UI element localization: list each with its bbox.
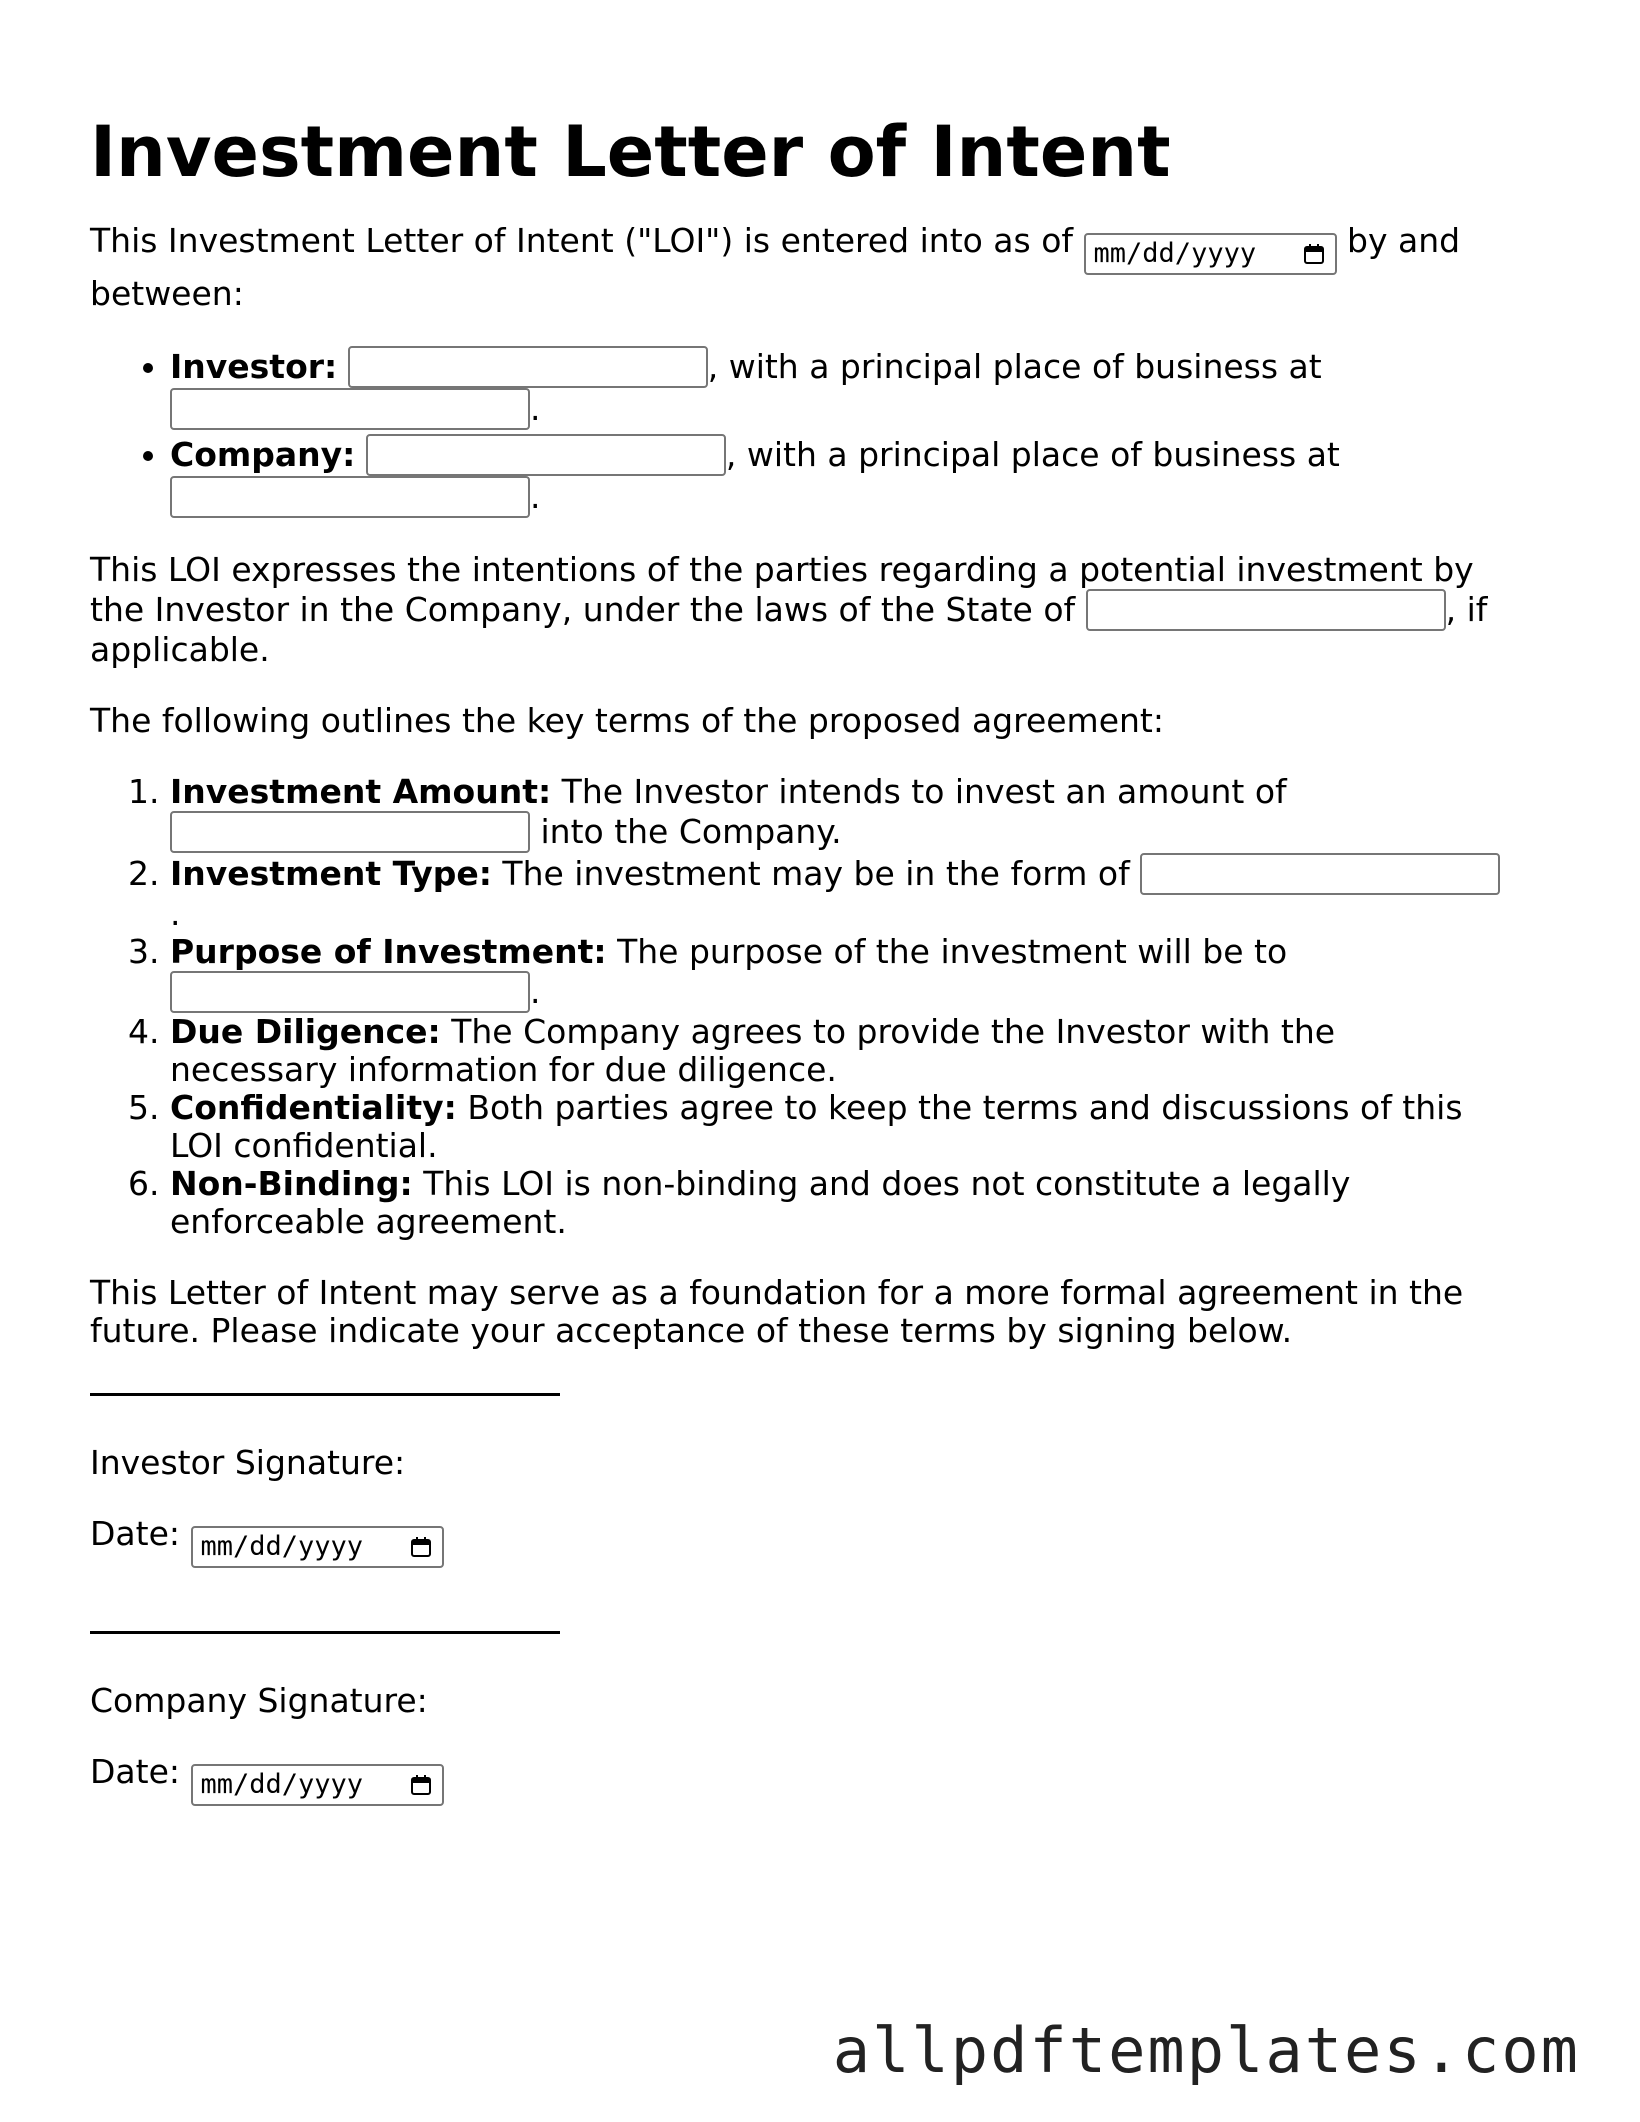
term-item [170,853,1510,933]
investor-signature-line[interactable] [90,1393,560,1396]
company-address-input[interactable] [170,476,530,518]
intro-text: This Investment Letter of Intent ("LOI") is entered into as of [90,221,1074,260]
intro-paragraph [90,222,1510,313]
investment-purpose-input[interactable] [170,971,530,1013]
party-item-investor [170,346,1510,430]
state-input[interactable] [1086,589,1446,631]
footer-brand: allpdftemplates.com [832,2014,1580,2087]
date-placeholder: mm/dd/yyyy [200,1531,364,1562]
term-label: Due Diligence: [170,1012,441,1051]
date-placeholder: mm/dd/yyyy [1093,238,1257,269]
party-end: . [530,389,541,428]
investor-signature-block [90,1393,1510,1568]
term-text-end: . [170,894,181,933]
term-item [170,773,1510,853]
party-end: . [530,477,541,516]
terms-intro: The following outlines the key terms of the proposed agreement: [90,701,1164,740]
investor-date-input[interactable] [191,1526,444,1568]
date-label: Date: [90,1752,180,1791]
company-name-input[interactable] [366,434,726,476]
company-signature-block [90,1631,1510,1806]
signature-date-row [90,1515,1510,1568]
signature-date-row [90,1753,1510,1806]
document-page [90,110,1510,1839]
signature-label: Investor Signature: [90,1443,406,1482]
party-label: Investor: [170,347,338,386]
investment-type-input[interactable] [1140,853,1500,895]
term-label: Confidentiality: [170,1088,457,1127]
party-item-company [170,434,1510,518]
calendar-icon[interactable] [410,1774,432,1796]
signature-label: Company Signature: [90,1681,428,1720]
term-item [170,933,1510,1013]
calendar-icon[interactable] [1303,243,1325,265]
term-item [170,1089,1510,1165]
term-label: Investment Amount: [170,772,552,811]
term-text: The purpose of the investment will be to [617,932,1288,971]
term-label: Investment Type: [170,854,492,893]
date-placeholder: mm/dd/yyyy [200,1769,364,1800]
agreement-date-input[interactable] [1084,233,1337,275]
term-item [170,1165,1510,1241]
investor-address-input[interactable] [170,388,530,430]
party-text: , with a principal place of business at [725,435,1340,474]
term-label: Purpose of Investment: [170,932,607,971]
term-item [170,1013,1510,1089]
term-text: The Investor intends to invest an amount of [561,772,1287,811]
intro-text-end: by and between: [90,221,1461,313]
term-text-end: into the Company. [540,812,842,851]
purpose-text: This LOI expresses the intentions of the parties regarding a potential investment by the Investor in the Company, under the laws of the State of [90,550,1474,629]
date-label: Date: [90,1514,180,1553]
term-text-end: . [530,972,541,1011]
purpose-text-end: , if applicable. [90,590,1488,669]
parties-list [90,346,1510,518]
term-label: Non-Binding: [170,1164,413,1203]
company-signature-line[interactable] [90,1631,560,1634]
terms-list [90,773,1510,1241]
closing-paragraph: This Letter of Intent may serve as a foundation for a more formal agreement in the future. Please indicate your acceptance of these terms by signing below. [90,1273,1464,1350]
term-text: The investment may be in the form of [502,854,1130,893]
purpose-paragraph [90,551,1510,669]
term-text: Both parties agree to keep the terms and discussions of this LOI confidential. [170,1088,1463,1165]
company-date-input[interactable] [191,1764,444,1806]
page-title: Investment Letter of Intent [90,111,1171,193]
party-label: Company: [170,435,356,474]
party-text: , with a principal place of business at [707,347,1322,386]
investor-name-input[interactable] [348,346,708,388]
term-text: The Company agrees to provide the Investor with the necessary information for due diligence. [170,1012,1336,1089]
term-text: This LOI is non-binding and does not constitute a legally enforceable agreement. [170,1164,1351,1241]
calendar-icon[interactable] [410,1536,432,1558]
investment-amount-input[interactable] [170,811,530,853]
